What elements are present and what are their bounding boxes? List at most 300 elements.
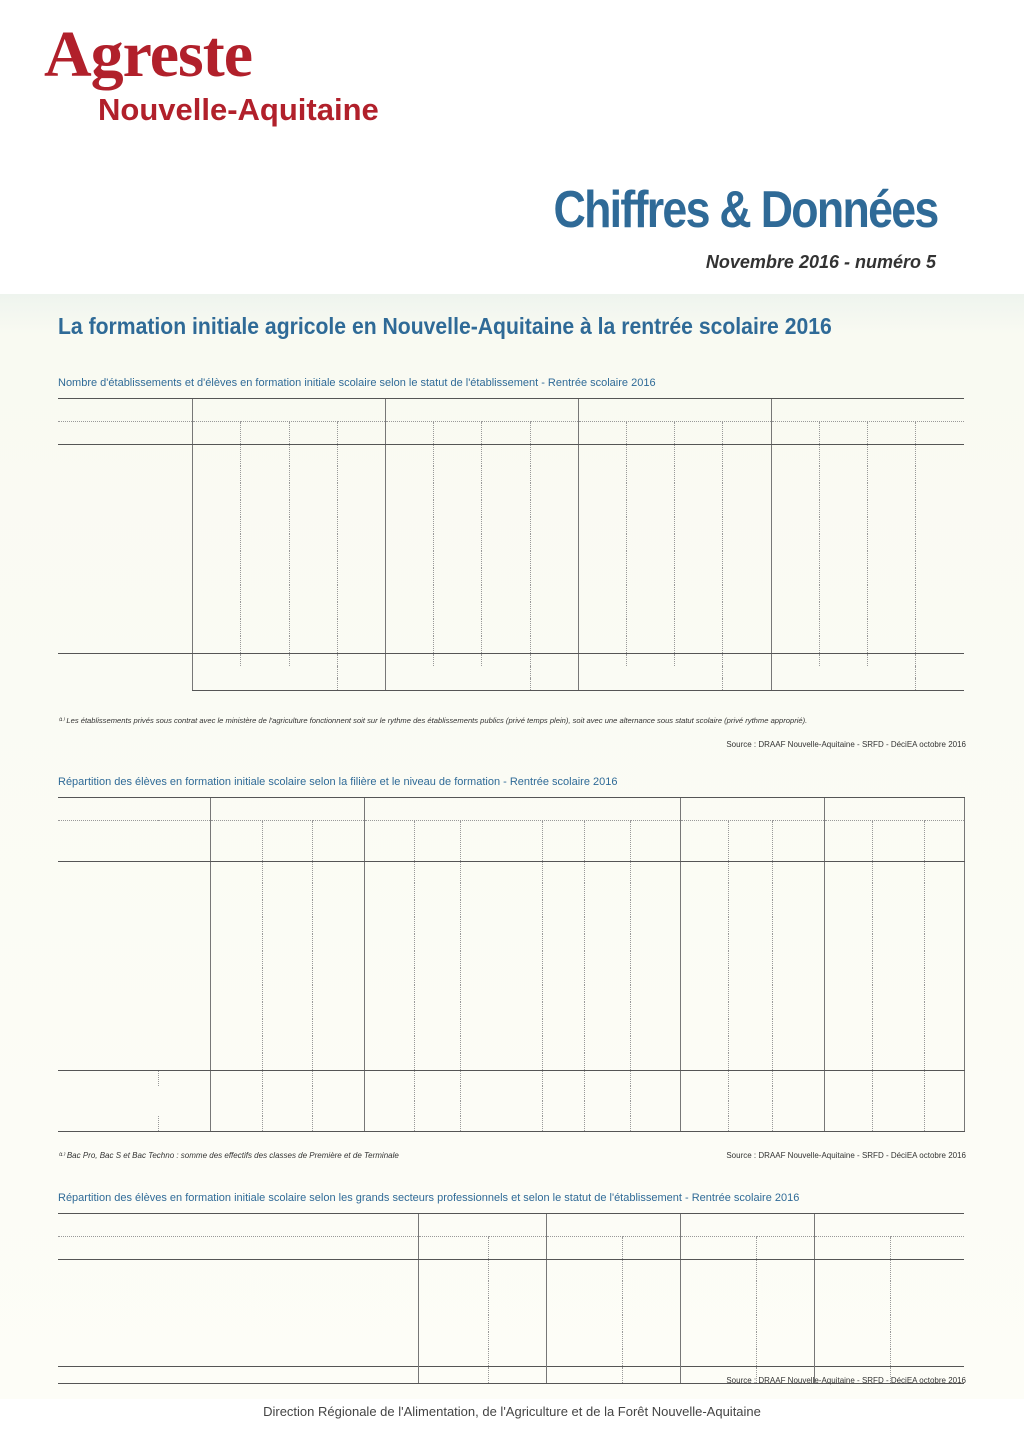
table3-caption: Répartition des élèves en formation initiale scolaire selon les grands secteurs professionnels et selon le statut de l'établissement - Rentrée scolaire 2016 [58,1192,800,1204]
table-cell [924,1002,964,1019]
table-row [58,985,964,1002]
table-cell [872,900,924,917]
table-cell [262,1053,312,1071]
table-cell [488,1298,546,1315]
table-cell [385,585,433,602]
table-row [58,517,964,534]
proportion-row [58,666,964,678]
table-cell [723,551,771,568]
group-header [680,798,824,821]
table-cell [434,466,482,483]
region-label [58,1071,158,1117]
table-cell [460,1053,542,1071]
table-cell [210,951,262,968]
table-cell [542,1053,584,1071]
table-cell [723,636,771,654]
table-cell [680,1281,756,1298]
proportion-value [916,666,964,678]
group-header [418,1214,546,1237]
column-header [622,1237,680,1260]
table-cell [824,1002,872,1019]
table-cell [924,1036,964,1053]
table-cell [530,551,578,568]
table-row [58,1019,964,1036]
total-cell [630,1086,680,1101]
total-cell [460,1086,542,1101]
row-label [58,619,193,636]
table-cell [872,968,924,985]
table-cell [414,934,460,951]
table-row [58,1315,964,1332]
table-cell [385,500,433,517]
row-label [58,985,210,1002]
table-cell [924,1053,964,1071]
table-cell [193,517,241,534]
table-cell [630,985,680,1002]
table-cell [337,466,385,483]
table-cell [584,934,630,951]
table-cell [364,883,414,900]
table-cell [312,951,364,968]
table-cell [385,636,433,654]
total-cell [289,654,337,667]
table-cell [482,445,530,467]
table-cell [241,517,289,534]
table-cell [584,883,630,900]
table-cell [262,917,312,934]
table-cell [488,1281,546,1298]
table-cell [630,934,680,951]
table-cell [819,636,867,654]
proportion-value [530,666,578,678]
total-cell [584,1071,630,1087]
column-header [626,422,674,445]
table-cell [337,585,385,602]
total-cell [312,1086,364,1101]
table-cell [482,568,530,585]
table-cell [530,585,578,602]
publication-title: Chiffres & Données [553,181,938,239]
table-cell [626,568,674,585]
table-cell [675,636,723,654]
table-cell [867,551,915,568]
header-row [58,422,964,445]
table-cell [819,500,867,517]
column-header [193,422,241,445]
table-cell [772,1002,824,1019]
table-cell [193,500,241,517]
table-cell [542,968,584,985]
table-cell [578,619,626,636]
total-cell [414,1101,460,1116]
total-cell [530,654,578,667]
table3-source: Source : DRAAF Nouvelle-Aquitaine - SRFD - DéciEA octobre 2016 [726,1376,966,1385]
table-cell [872,985,924,1002]
total-cell [824,1116,872,1132]
total-cell [723,654,771,667]
table-cell [819,517,867,534]
table-cell [546,1315,622,1332]
total-cell [867,654,915,667]
table-cell [289,534,337,551]
row-label [58,1260,418,1282]
total-cell [824,1101,872,1116]
table-cell [630,1002,680,1019]
table-cell [337,534,385,551]
table-cell [819,619,867,636]
total-cell [312,1071,364,1087]
total-cell [210,1071,262,1087]
table-cell [626,534,674,551]
evolution-label [578,678,723,691]
table-cell [723,534,771,551]
table-cell [675,500,723,517]
total-cell [262,1116,312,1132]
table-cell [890,1315,964,1332]
table-cell [756,1260,814,1282]
column-header [312,821,364,862]
table-cell [771,517,819,534]
table-cell [756,1281,814,1298]
table-cell [337,568,385,585]
table-cell [482,483,530,500]
table-cell [675,445,723,467]
total-cell [578,654,626,667]
row-label [58,585,193,602]
row-label [58,568,193,585]
table-cell [460,985,542,1002]
table-cell [312,917,364,934]
table-cell [680,934,728,951]
table-cell [460,917,542,934]
table-cell [364,862,414,884]
table-cell [723,483,771,500]
header-row [58,1237,964,1260]
total-label [158,1086,210,1101]
table-cell [578,602,626,619]
table-cell [584,985,630,1002]
table-cell [771,534,819,551]
column-header [418,1237,488,1260]
table-cell [772,968,824,985]
group-header [193,399,386,422]
group-header [824,798,964,821]
table-cell [890,1298,964,1315]
table-cell [460,1036,542,1053]
total-row [58,1071,964,1087]
page-title: La formation initiale agricole en Nouvelle-Aquitaine à la rentrée scolaire 2016 [58,313,832,339]
table-cell [312,1002,364,1019]
table-cell [193,585,241,602]
table-cell [241,585,289,602]
row-label [58,968,210,985]
table-cell [578,500,626,517]
total-cell [630,1116,680,1132]
total-label [158,1071,210,1087]
table-cell [824,934,872,951]
table-cell [772,934,824,951]
table-cell [385,619,433,636]
row-label [58,517,193,534]
total-cell [622,1367,680,1384]
row-label [58,934,210,951]
table-cell [924,968,964,985]
table-cell [890,1281,964,1298]
table-cell [680,985,728,1002]
table-cell [460,934,542,951]
table-cell [482,585,530,602]
table-cell [578,483,626,500]
row-label [58,1367,418,1384]
table-cell [584,917,630,934]
column-header [578,422,626,445]
table-cell [890,1349,964,1367]
table-cell [385,534,433,551]
table-cell [771,585,819,602]
table-cell [622,1349,680,1367]
total-cell [312,1116,364,1132]
group-header [385,399,578,422]
table-cell [210,968,262,985]
total-cell [262,1101,312,1116]
table-cell [414,1019,460,1036]
table-cell [819,568,867,585]
table-cell [867,466,915,483]
total-cell [728,1116,772,1132]
total-cell [584,1086,630,1101]
table-cell [680,1019,728,1036]
table-cell [772,1036,824,1053]
table-cell [819,602,867,619]
table-cell [546,1298,622,1315]
table-cell [488,1349,546,1367]
table-cell [924,934,964,951]
table-cell [542,1036,584,1053]
table-cell [675,466,723,483]
table-cell [675,602,723,619]
table-cell [289,500,337,517]
table-cell [728,862,772,884]
total-cell [542,1101,584,1116]
table2-source: Source : DRAAF Nouvelle-Aquitaine - SRFD - DéciEA octobre 2016 [726,1151,966,1160]
table-cell [578,568,626,585]
table-cell [916,517,964,534]
total-cell [385,654,433,667]
total-cell [772,1116,824,1132]
column-header [630,821,680,862]
table-cell [385,568,433,585]
column-header [924,821,964,862]
table-cell [756,1349,814,1367]
table-cell [723,466,771,483]
table-cell [262,934,312,951]
table-cell [819,466,867,483]
table-cell [193,568,241,585]
table-cell [414,917,460,934]
table-cell [241,551,289,568]
header-row [58,798,964,821]
table-cell [622,1260,680,1282]
table-cell [872,951,924,968]
proportion-label [771,666,916,678]
table-cell [680,1298,756,1315]
row-label [58,1053,210,1071]
row-label [58,636,193,654]
table-cell [460,1019,542,1036]
table-cell [193,619,241,636]
table-row [58,1002,964,1019]
total-cell [210,1101,262,1116]
table-row [58,934,964,951]
table-cell [289,445,337,467]
table-cell [675,619,723,636]
table-cell [364,951,414,968]
table-cell [364,900,414,917]
table-cell [824,1019,872,1036]
proportion-value [337,666,385,678]
table-cell [824,917,872,934]
total-cell [626,654,674,667]
table-cell [210,917,262,934]
table-cell [872,917,924,934]
table-cell [193,636,241,654]
table-cell [414,985,460,1002]
table-cell [364,968,414,985]
table-cell [530,466,578,483]
table-cell [814,1349,890,1367]
table-cell [337,619,385,636]
total-cell [824,1071,872,1087]
table-cell [312,900,364,917]
table-cell [241,602,289,619]
total-cell [546,1367,622,1384]
table-cell [482,636,530,654]
table-cell [434,585,482,602]
table-cell [924,900,964,917]
column-header [872,821,924,862]
table-cell [530,636,578,654]
column-header [584,821,630,862]
table-cell [289,619,337,636]
table-cell [364,1036,414,1053]
table-cell [434,517,482,534]
publication-date: Novembre 2016 - numéro 5 [705,252,936,272]
table-sectors [58,1213,964,1384]
table-cell [626,466,674,483]
total-cell [488,1367,546,1384]
table-cell [434,619,482,636]
table-cell [418,1298,488,1315]
row-label [58,534,193,551]
table-cell [312,1053,364,1071]
table-cell [241,483,289,500]
table-row [58,445,964,467]
table-cell [819,483,867,500]
table-cell [771,602,819,619]
agreste-logo: Agreste [44,18,253,91]
table-cell [262,968,312,985]
table-cell [460,862,542,884]
table-cell [418,1281,488,1298]
total-cell [728,1071,772,1087]
table-cell [772,1053,824,1071]
table-cell [867,534,915,551]
total-cell [364,1101,414,1116]
table-cell [728,951,772,968]
total-cell [872,1116,924,1132]
table-cell [867,636,915,654]
total-cell [542,1086,584,1101]
table-cell [312,985,364,1002]
table-cell [193,551,241,568]
table-cell [675,534,723,551]
table-cell [337,483,385,500]
table-cell [723,517,771,534]
column-header [262,821,312,862]
table-cell [622,1315,680,1332]
table-cell [916,500,964,517]
table-cell [872,934,924,951]
table-cell [210,1002,262,1019]
table-cell [728,934,772,951]
table-cell [867,445,915,467]
table-cell [546,1349,622,1367]
table-cell [771,483,819,500]
column-header [819,422,867,445]
column-header [364,821,414,862]
table-row [58,551,964,568]
table-cell [916,483,964,500]
table-cell [680,1349,756,1367]
column-header [772,821,824,862]
table-cell [364,917,414,934]
table-cell [414,900,460,917]
column-header [890,1237,964,1260]
total-cell [312,1101,364,1116]
row-label [58,483,193,500]
table-cell [824,1053,872,1071]
table-cell [482,602,530,619]
logo-region: Nouvelle-Aquitaine [98,92,379,127]
table-row [58,1349,964,1367]
table-cell [241,568,289,585]
table-cell [210,934,262,951]
table-cell [364,1019,414,1036]
table-cell [289,585,337,602]
total-cell [210,1086,262,1101]
table-row [58,1053,964,1071]
table-cell [680,1332,756,1349]
proportion-label [193,666,338,678]
table-cell [578,585,626,602]
group-header [578,399,771,422]
table-cell [890,1332,964,1349]
total-cell [680,1071,728,1087]
table-cell [872,862,924,884]
column-header [867,422,915,445]
table-row [58,883,964,900]
table-cell [241,466,289,483]
table-cell [414,951,460,968]
column-header [723,422,771,445]
table-cell [772,900,824,917]
evolution-value [530,678,578,691]
table-cell [262,1019,312,1036]
table-row [58,602,964,619]
table-row [58,862,964,884]
table-cell [680,1053,728,1071]
table1-source: Source : DRAAF Nouvelle-Aquitaine - SRFD - DéciEA octobre 2016 [726,740,966,749]
